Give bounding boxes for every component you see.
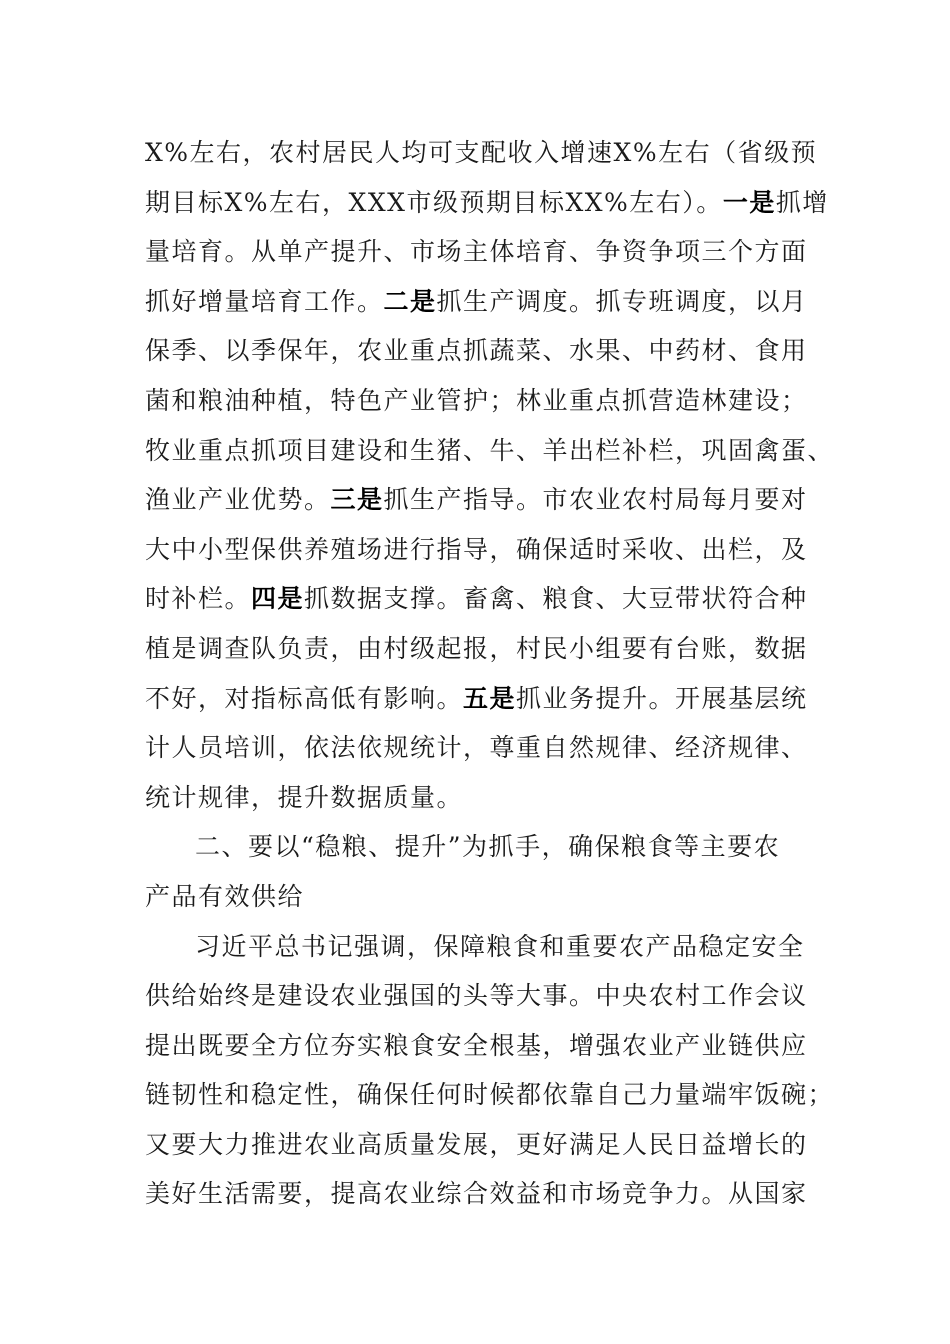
- text-line: 又要大力推进农业高质量发展，更好满足人民日益增长的: [145, 1129, 808, 1159]
- text-line: 统计规律，提升数据质量。: [145, 782, 464, 812]
- text-line: 期目标X%左右，XXX市级预期目标XX%左右）。一是抓增: [145, 187, 829, 217]
- section-heading-line: 产品有效供给: [145, 881, 305, 911]
- bold-marker: 四是: [251, 584, 305, 614]
- text-line: 大中小型保供养殖场进行指导，确保适时采收、出栏，及: [145, 534, 808, 564]
- bold-marker: 三是: [330, 485, 384, 515]
- text-line: 供给始终是建设农业强国的头等大事。中央农村工作会议: [145, 981, 808, 1011]
- text-line: 菌和粮油种植，特色产业管护；林业重点抓营造林建设；: [145, 385, 808, 415]
- section-heading-line: 二、要以“稳粮、提升”为抓手，确保粮食等主要农: [195, 832, 781, 862]
- text-line: 保季、以季保年，农业重点抓蔬菜、水果、中药材、食用: [145, 336, 808, 366]
- text-line: 渔业产业优势。三是抓生产指导。市农业农村局每月要对: [145, 485, 808, 515]
- text-line: 时补栏。四是抓数据支撑。畜禽、粮食、大豆带状符合种: [145, 584, 808, 614]
- document-body: [145, 128, 835, 1219]
- text-line: 抓好增量培育工作。二是抓生产调度。抓专班调度，以月: [145, 286, 808, 316]
- bold-marker: 二是: [383, 286, 437, 316]
- text-line: 量培育。从单产提升、市场主体培育、争资争项三个方面: [145, 237, 808, 267]
- text-line: 链韧性和稳定性，确保任何时候都依靠自己力量端牢饭碗；: [145, 1080, 835, 1110]
- text-line: X%左右，农村居民人均可支配收入增速X%左右（省级预: [145, 138, 818, 167]
- text-line: 植是调查队负责，由村级起报，村民小组要有台账，数据: [145, 633, 808, 663]
- text-line: 计人员培训，依法依规统计，尊重自然规律、经济规律、: [145, 733, 808, 763]
- text-line: 提出既要全方位夯实粮食安全根基，增强农业产业链供应: [145, 1030, 808, 1060]
- bold-marker: 五是: [463, 683, 517, 713]
- text-line: 美好生活需要，提高农业综合效益和市场竞争力。从国家: [145, 1179, 808, 1209]
- text-line: 牧业重点抓项目建设和生猪、牛、羊出栏补栏，巩固禽蛋、: [145, 435, 835, 465]
- text-line: 习近平总书记强调，保障粮食和重要农产品稳定安全: [195, 931, 805, 961]
- text-line: 不好，对指标高低有影响。五是抓业务提升。开展基层统: [145, 683, 808, 713]
- bold-marker: 一是: [722, 187, 776, 217]
